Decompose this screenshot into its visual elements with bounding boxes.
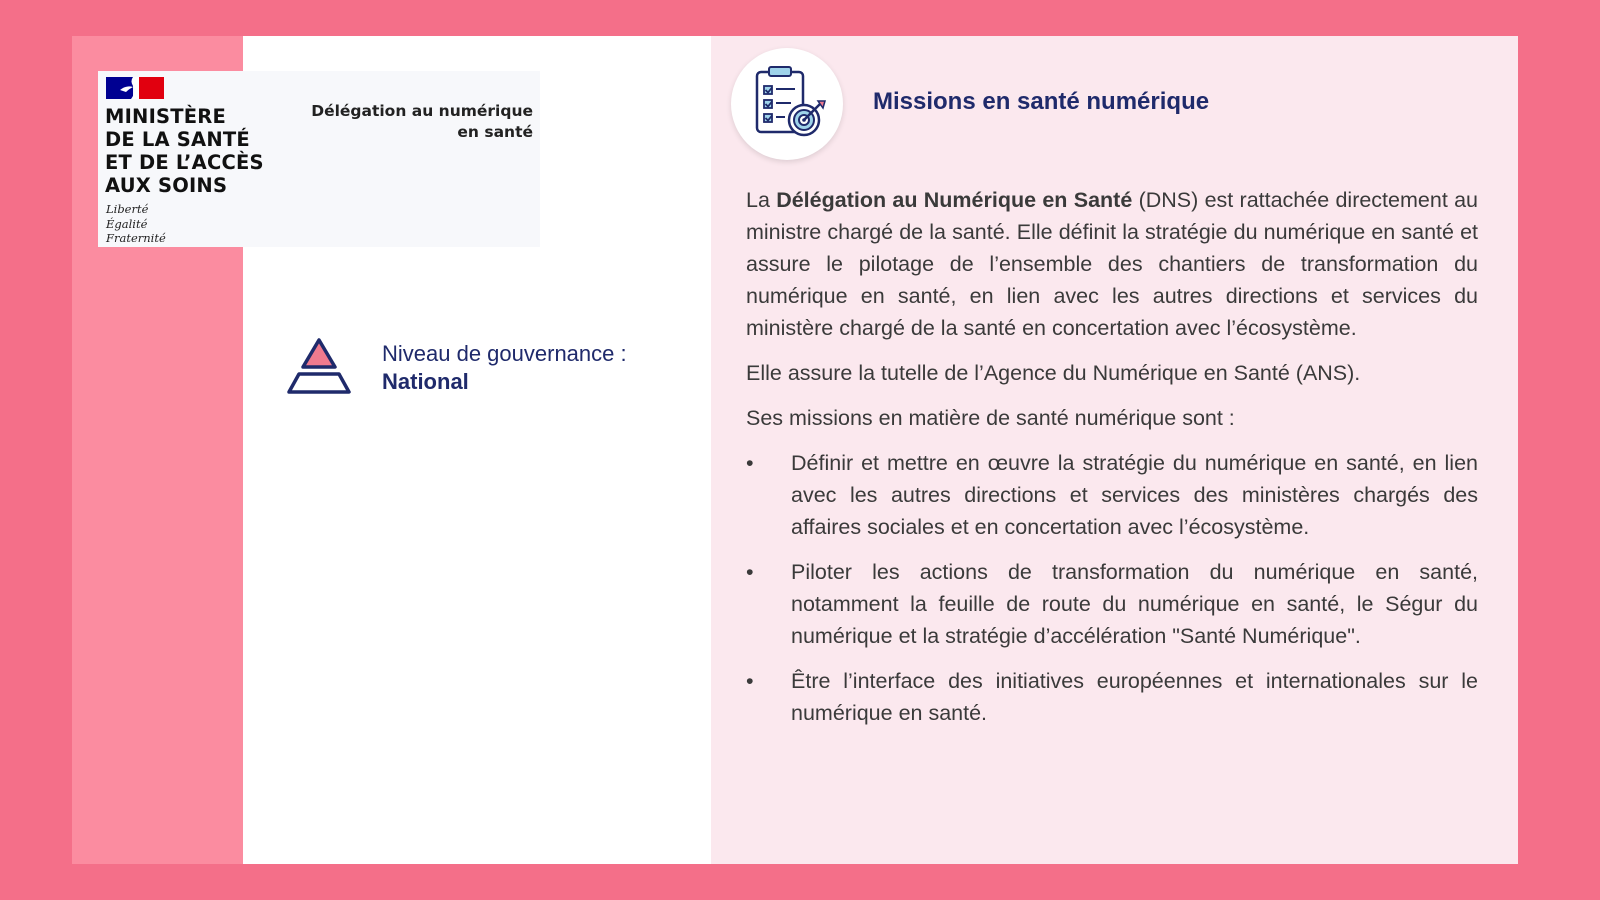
- governance-value: National: [382, 369, 469, 394]
- mission-item: [746, 556, 1478, 652]
- ministry-name-line: ET DE L’ACCÈS: [105, 151, 264, 174]
- pyramid-icon: [285, 336, 353, 396]
- motto-line: Égalité: [106, 216, 148, 231]
- intro-suffix: (DNS) est rattachée directement au ministre chargé de la santé. Elle définit la stratégie du numérique en santé et assure le pilotage de l’ensemble des chantiers de transformation du numérique en santé, en lien avec les autres directions et services du ministère chargé de la santé en concertation avec l’écosystème.: [746, 188, 1478, 340]
- republic-motto: [106, 202, 166, 246]
- intro-prefix: La: [746, 188, 777, 212]
- marianne-flag-icon: [106, 77, 164, 99]
- motto-line: Fraternité: [106, 231, 166, 245]
- governance-label: Niveau de gouvernance :: [382, 341, 627, 366]
- ministry-name: [105, 105, 264, 197]
- bullet: •: [746, 451, 754, 475]
- bullet: •: [746, 669, 754, 693]
- missions-list: [746, 447, 1478, 729]
- motto-line: Liberté: [106, 202, 149, 216]
- mission-item: [746, 665, 1478, 729]
- intro-bold: Délégation au Numérique en Santé: [776, 188, 1133, 212]
- delegation-line: Délégation au numérique: [311, 102, 533, 120]
- bullet: •: [746, 560, 754, 584]
- delegation-name: [311, 101, 533, 143]
- ministry-name-line: DE LA SANTÉ: [105, 128, 250, 151]
- mission-item-text: Piloter les actions de transformation du numérique en santé, notamment la feuille de route du numérique en santé, le Ségur du numérique et la stratégie d’accélération "Santé Numérique".: [791, 560, 1478, 648]
- missions-content: [746, 184, 1478, 742]
- governance-level: [382, 340, 627, 396]
- missions-title: Missions en santé numérique: [873, 88, 1210, 115]
- missions-lead: Ses missions en matière de santé numérique sont :: [746, 406, 1235, 430]
- mission-icon-badge: [731, 48, 843, 160]
- mission-item: [746, 447, 1478, 543]
- checklist-target-icon: [749, 64, 827, 142]
- tutelle-paragraph: Elle assure la tutelle de l’Agence du Numérique en Santé (ANS).: [746, 361, 1361, 385]
- ministry-logo: [98, 71, 540, 247]
- delegation-line: en santé: [457, 123, 533, 141]
- slide: [72, 36, 1518, 864]
- ministry-name-line: MINISTÈRE: [105, 105, 227, 128]
- intro-paragraph: [746, 184, 1478, 344]
- mission-item-text: Être l’interface des initiatives européennes et internationales sur le numérique en santé.: [791, 669, 1478, 725]
- ministry-name-line: AUX SOINS: [105, 174, 228, 197]
- mission-item-text: Définir et mettre en œuvre la stratégie du numérique en santé, en lien avec les autres directions et services des ministères chargés des affaires sociales et en concertation avec l’écosystème.: [791, 451, 1478, 539]
